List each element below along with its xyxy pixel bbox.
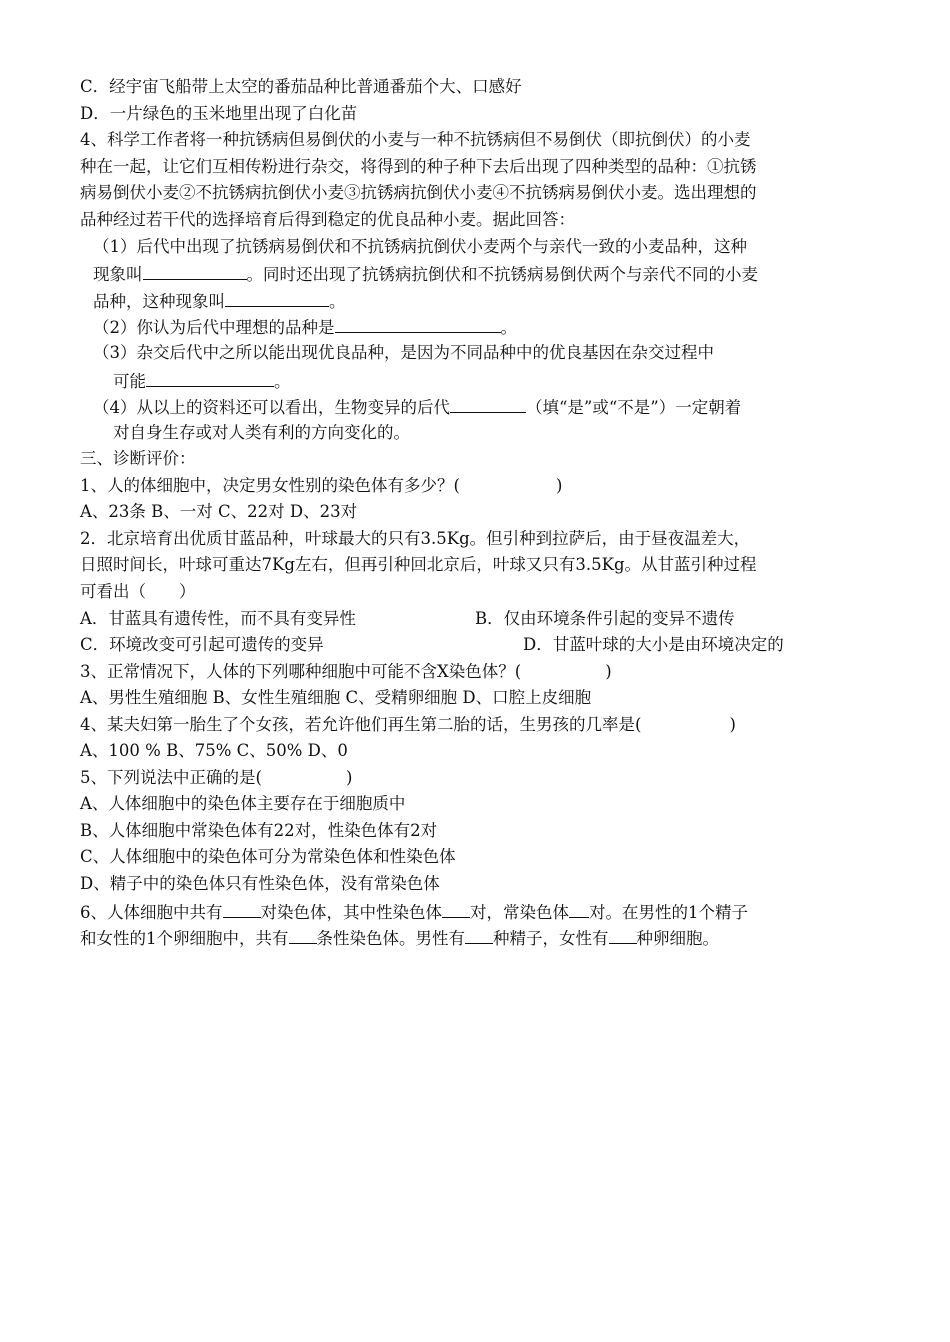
answer-blank[interactable] xyxy=(442,901,470,918)
question-6-text: 和女性的1个卵细胞中，共有 条性染色体。男性有 种精子，女性有 种卵细胞。 xyxy=(80,929,719,948)
question-1-options: A、23条 B、一对 C、22对 D、23对 xyxy=(80,502,358,521)
question-4b-options: A、100 % B、75% C、50% D、0 xyxy=(80,741,348,760)
answer-blank[interactable] xyxy=(146,370,274,387)
question-2-option-d: D．甘蓝叶球的大小是由环境决定的 xyxy=(523,635,784,654)
question-4-text: 4、科学工作者将一种抗锈病但易倒伏的小麦与一种不抗锈病但不易倒伏（即抗倒伏）的小麦 xyxy=(80,130,751,149)
question-5-text: 5、下列说法中正确的是( ) xyxy=(80,768,353,787)
answer-blank[interactable] xyxy=(569,901,589,918)
question-2-text: 日照时间长，叶球可重达7Kg左右，但再引种回北京后，叶球又只有3.5Kg。从甘蓝引种过程 xyxy=(80,555,757,574)
question-3-options: A、男性生殖细胞 B、女性生殖细胞 C、受精卵细胞 D、口腔上皮细胞 xyxy=(80,688,592,707)
answer-blank[interactable] xyxy=(335,316,501,333)
question-5-option-d: D、精子中的染色体只有性染色体，没有常染色体 xyxy=(80,874,440,893)
section-heading: 三、诊断评价： xyxy=(80,449,196,468)
subquestion-4-text: 对自身生存或对人类有利的方向变化的。 xyxy=(113,423,410,442)
subquestion-1-text: （1）后代中出现了抗锈病易倒伏和不抗锈病抗倒伏小麦两个与亲代一致的小麦品种，这种 xyxy=(93,237,747,256)
question-5-option-a: A、人体细胞中的染色体主要存在于细胞质中 xyxy=(80,794,406,813)
subquestion-4-text: （4）从以上的资料还可以看出，生物变异的后代 （填“是”或“不是”）一定朝着 xyxy=(93,398,742,417)
answer-blank[interactable] xyxy=(465,927,493,944)
subquestion-2-text: （2）你认为后代中理想的品种是 。 xyxy=(93,318,517,337)
answer-blank[interactable] xyxy=(223,901,261,918)
answer-blank[interactable] xyxy=(609,927,637,944)
subquestion-3-text: 可能 。 xyxy=(113,372,291,391)
answer-blank[interactable] xyxy=(289,927,317,944)
question-5-option-c: C、人体细胞中的染色体可分为常染色体和性染色体 xyxy=(80,847,456,866)
subquestion-3-text: （3）杂交后代中之所以能出现优良品种，是因为不同品种中的优良基因在杂交过程中 xyxy=(93,343,714,362)
question-2-option-c: C．环境改变可引起可遗传的变异 xyxy=(80,635,324,654)
subquestion-1-text: 现象叫 。同时还出现了抗锈病抗倒伏和不抗锈病易倒伏两个与亲代不同的小麦 xyxy=(93,265,758,284)
answer-blank[interactable] xyxy=(450,396,526,413)
question-4-text: 病易倒伏小麦②不抗锈病抗倒伏小麦③抗锈病抗倒伏小麦④不抗锈病易倒伏小麦。选出理想的 xyxy=(80,183,757,202)
answer-blank[interactable] xyxy=(225,290,329,307)
option-c-line: C．经宇宙飞船带上太空的番茄品种比普通番茄个大、口感好 xyxy=(80,77,522,96)
question-2-text: 2．北京培育出优质甘蓝品种，叶球最大的只有3.5Kg。但引种到拉萨后，由于昼夜温差大， xyxy=(80,529,751,548)
question-2-option-a: A．甘蓝具有遗传性，而不具有变异性 xyxy=(80,609,356,628)
question-4-text: 品种经过若干代的选择培育后得到稳定的优良品种小麦。据此回答： xyxy=(80,210,575,229)
question-4-text: 种在一起，让它们互相传粉进行杂交，将得到的种子种下去后出现了四种类型的品种：①抗锈 xyxy=(80,157,757,176)
subquestion-1-text: 品种，这种现象叫 。 xyxy=(93,292,346,311)
question-3-text: 3、正常情况下，人体的下列哪种细胞中可能不含X染色体？( ) xyxy=(80,662,612,681)
question-4b-text: 4、某夫妇第一胎生了个女孩，若允许他们再生第二胎的话，生男孩的几率是( ) xyxy=(80,715,736,734)
question-1-text: 1、人的体细胞中，决定男女性别的染色体有多少？( ) xyxy=(80,476,563,495)
question-5-option-b: B、人体细胞中常染色体有22对，性染色体有2对 xyxy=(80,821,438,840)
question-6-text: 6、人体细胞中共有 对染色体，其中性染色体 对，常染色体 对。在男性的1个精子 xyxy=(80,903,748,922)
question-2-text: 可看出（ ） xyxy=(80,582,196,601)
answer-blank[interactable] xyxy=(143,263,247,280)
question-2-option-b: B．仅由环境条件引起的变异不遗传 xyxy=(475,609,735,628)
option-d-line: D．一片绿色的玉米地里出现了白化苗 xyxy=(80,104,358,123)
